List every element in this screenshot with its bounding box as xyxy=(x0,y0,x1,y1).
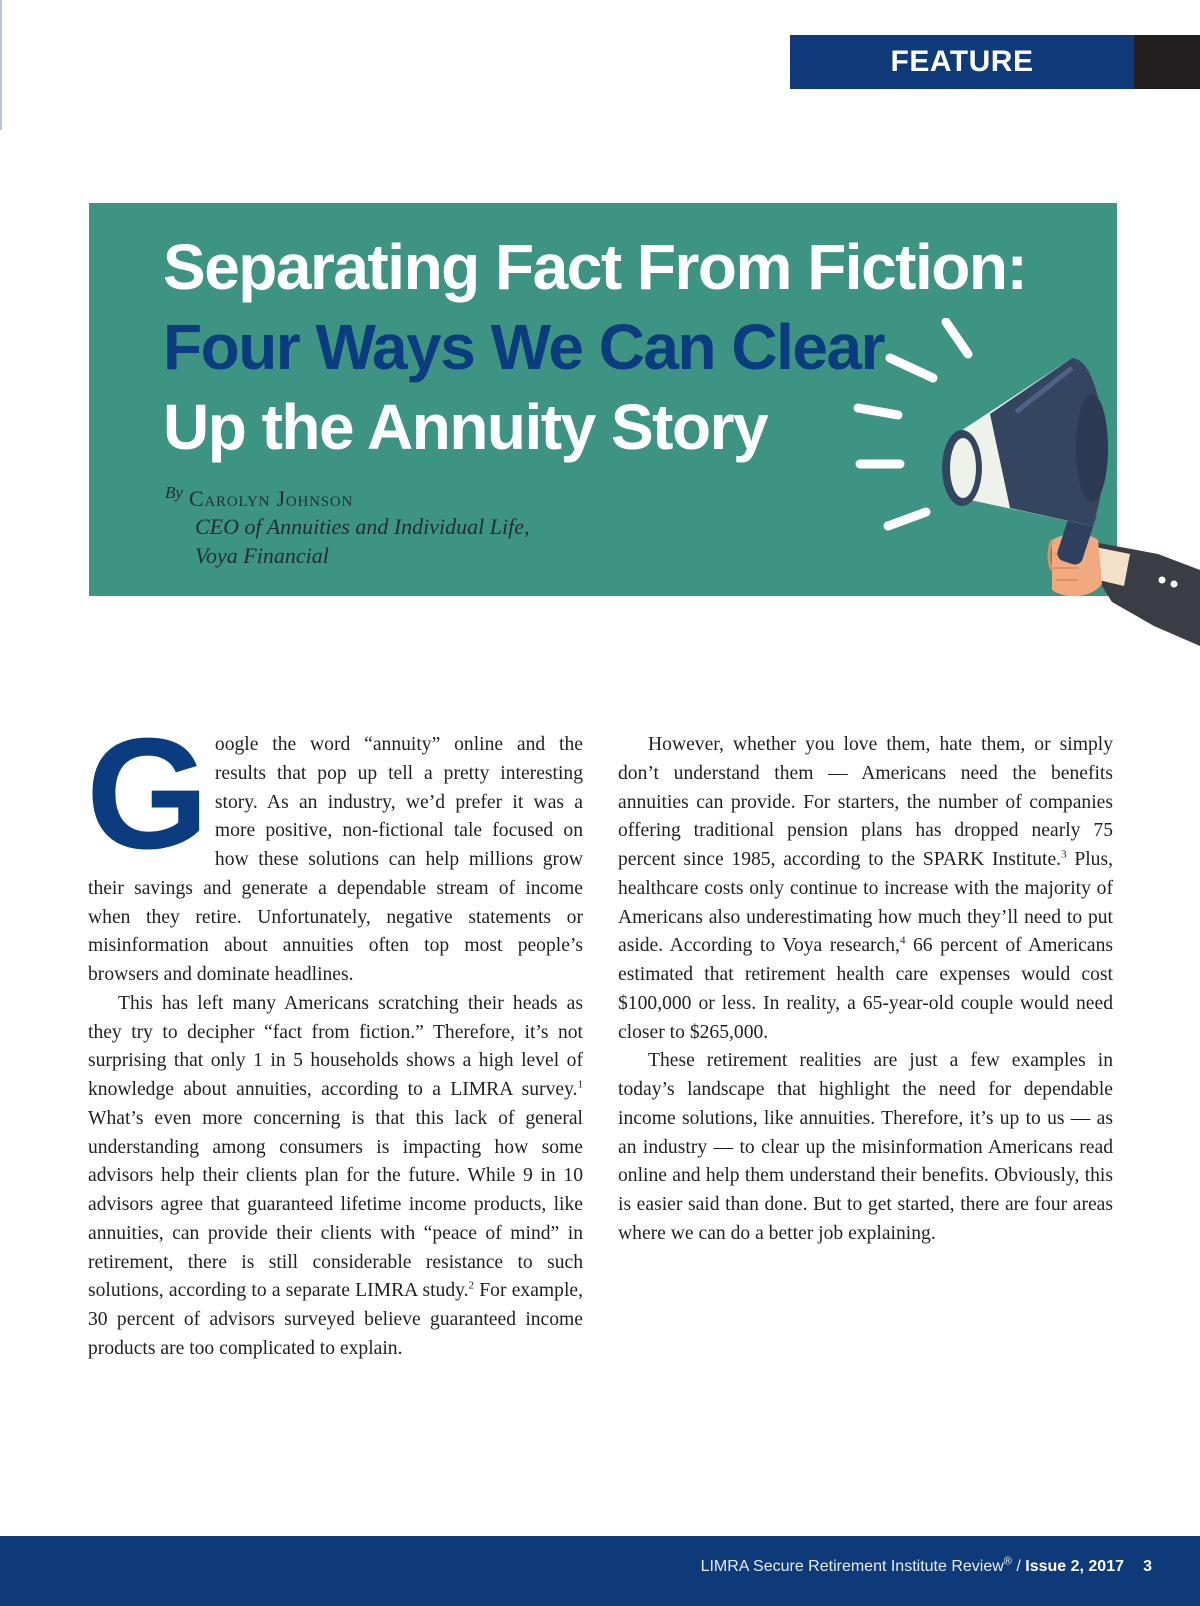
section-tab xyxy=(790,35,1134,89)
page-edge-rule xyxy=(0,0,2,130)
publication-name: LIMRA Secure Retirement Institute Review xyxy=(700,1558,1004,1575)
author-role-line-1: CEO of Annuities and Individual Life, xyxy=(195,514,530,539)
drop-cap: G xyxy=(86,706,205,882)
title-line-3: Up the Annuity Story xyxy=(163,391,768,463)
page-number: 3 xyxy=(1143,1558,1152,1575)
footnote-ref: 3 xyxy=(1061,848,1067,861)
author-name: Carolyn Johnson xyxy=(188,486,354,511)
paragraph-text: Plus, healthcare costs only continue to increase with the majority of Americans also underestimating how much they’ll need to put aside. According to Voya research, xyxy=(618,849,1113,957)
byline xyxy=(165,483,530,570)
footnote-ref: 2 xyxy=(468,1279,475,1292)
registered-mark: ® xyxy=(1003,1555,1012,1568)
footnote-ref: 4 xyxy=(899,934,906,947)
paragraph-text: These retirement realities are just a few examples in today’s landscape that highlight the need for dependable income solutions, like annuities. Therefore, it’s up to us — as an industry — to clear up the misinformation Americans read online and help them understand their benefits. Obviously, this is easier said than done. But to get started, there are four areas where we can do a better job explaining. xyxy=(618,1050,1113,1244)
title-line-1: Separating Fact From Fiction: xyxy=(163,231,1027,303)
byline-by: By xyxy=(165,483,183,502)
megaphone-icon xyxy=(840,318,1200,658)
article-column-2 xyxy=(618,731,1113,1249)
section-tab-cap xyxy=(1134,35,1200,89)
paragraph-text: However, whether you love them, hate them, or simply don’t understand them — Americans need the benefits annuities can provide. For starters, the number of companies offering traditional pension plans has dropped nearly 75 percent since 1985, according to the SPARK Institute. xyxy=(618,734,1113,870)
paragraph xyxy=(86,706,583,990)
title-line-2: Four Ways We Can Clear xyxy=(163,311,884,383)
section-tab-label: FEATURE xyxy=(890,45,1034,78)
paragraph-text: What’s even more concerning is that this lack of general understanding among consumers is impacting how some advisors help their clients plan for the future. While 9 in 10 advisors agree that guaranteed lifetime income products, like annuities, can provide their clients with “peace of mind” in retirement, there is still considerable resistance to such solutions, according to a separate LIMRA study. xyxy=(88,1107,583,1302)
paragraph xyxy=(618,1047,1113,1248)
paragraph xyxy=(88,990,583,1364)
author-role-line-2: Voya Financial xyxy=(195,543,329,568)
paragraph-text: oogle the word “annuity” online and the results that pop up tell a pretty interesting story. As an industry, we’d prefer it was a more positive, non-fictional tale focused on how these solutions can help millions grow their savings and generate a dependable stream of income when they retire. Unfortunately, negative statements or misinformation about annuities often top most people’s browsers and dominate headlines. xyxy=(88,734,583,985)
paragraph-text: This has left many Americans scratching their heads as they try to decipher “fact from fiction.” Therefore, it’s not surprising that only 1 in 5 households shows a high level of knowledge about annuities, according to a LIMRA survey. xyxy=(88,992,583,1100)
paragraph-text: 66 percent of Americans estimated that retirement health care expenses would cost $100,000 or less. In reality, a 65-year-old couple would need closer to $265,000. xyxy=(618,935,1113,1043)
page-footer xyxy=(0,1536,1200,1606)
article-column-1 xyxy=(86,706,583,1364)
footnote-ref: 1 xyxy=(577,1078,583,1091)
issue-label: Issue 2, 2017 xyxy=(1025,1558,1124,1575)
footer-separator: / xyxy=(1011,1558,1026,1575)
paragraph xyxy=(618,731,1113,1047)
footer-text xyxy=(700,1555,1124,1576)
paragraph-text: For example, 30 percent of advisors surveyed believe guaranteed income products are too complicated to explain. xyxy=(88,1280,583,1359)
